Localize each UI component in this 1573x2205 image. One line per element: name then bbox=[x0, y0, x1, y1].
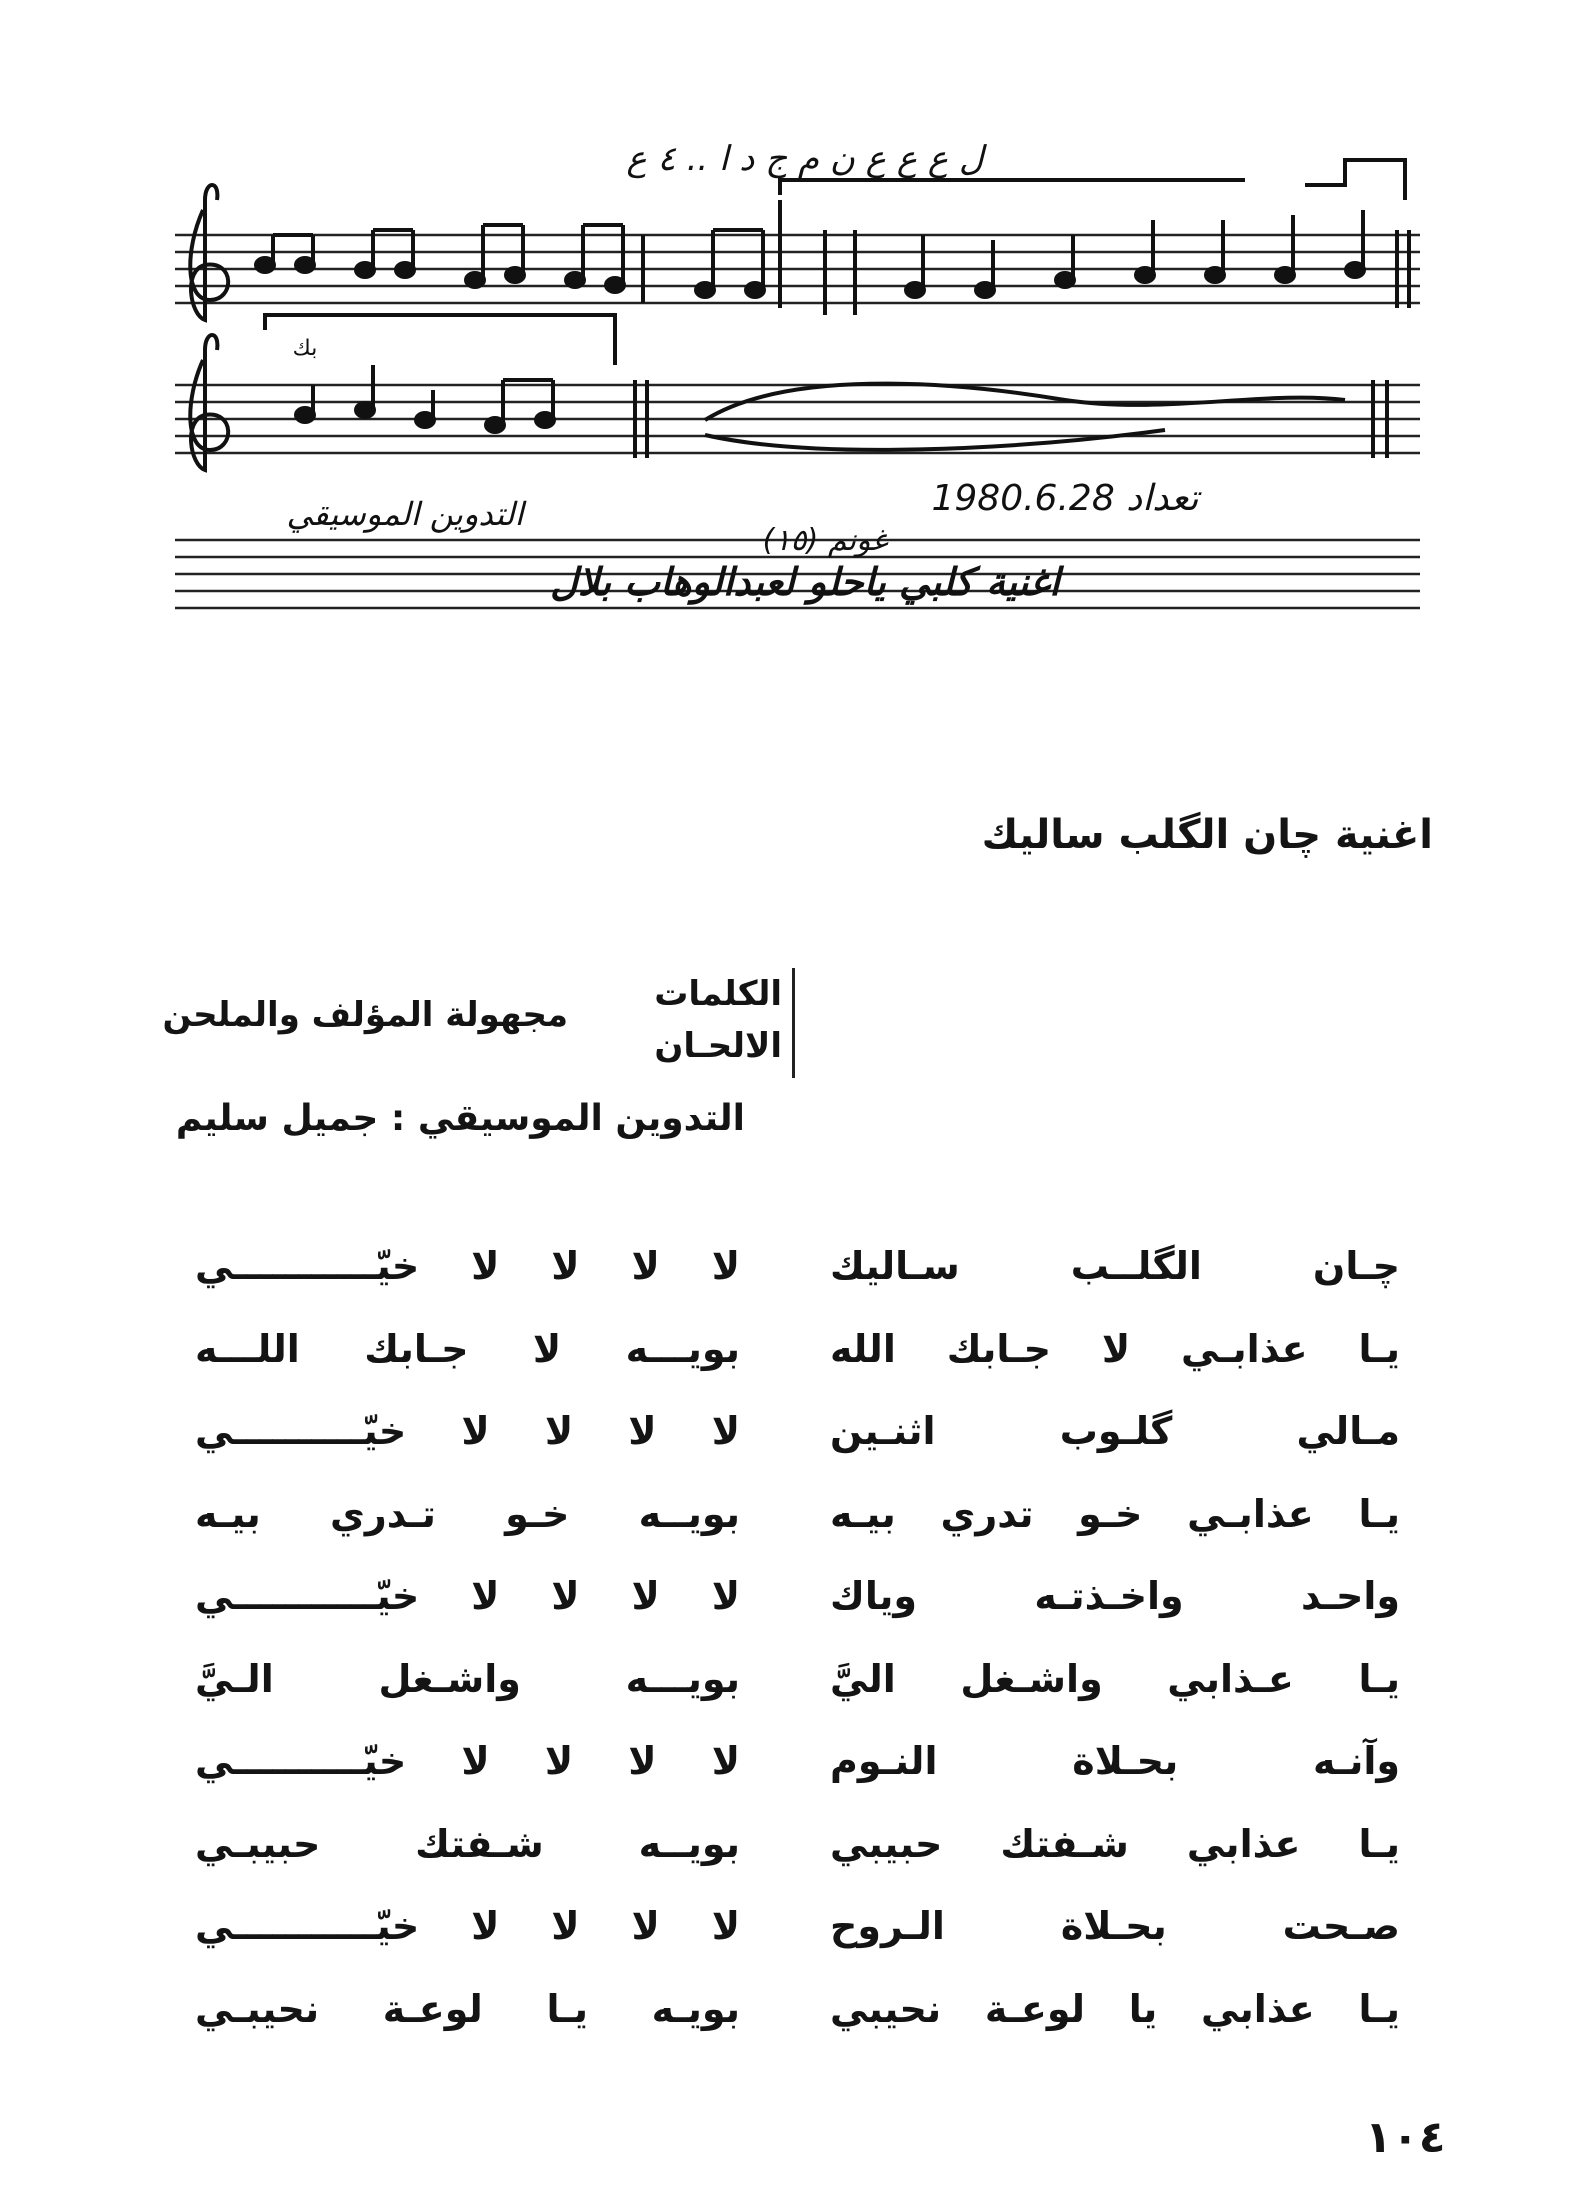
credit-value: مجهولة المؤلف والملحن bbox=[162, 995, 568, 1035]
refrain-line: بويــه خـو تـدري بيـه bbox=[195, 1491, 740, 1536]
score-notation-note: التدوين الموسيقي bbox=[286, 495, 524, 533]
page-number: ١٠٤ bbox=[1365, 2112, 1446, 2163]
lyric-line: واحـد واخـذتـه وياك bbox=[830, 1574, 1400, 1618]
score-song-caption: اغنية كلبي ياحلو لعبدالوهاب بلال bbox=[550, 560, 1060, 604]
handwritten-score bbox=[165, 140, 1435, 640]
song-title: اغنية چان الگلب ساليك bbox=[981, 812, 1433, 858]
lyric-line: يـا عذابي شـفتك حبيبي bbox=[830, 1821, 1400, 1866]
lyric-line: وآنـه بحـلاة النـوم bbox=[830, 1739, 1400, 1783]
lyric-line: يـا عـذابي واشـغل اليَّ bbox=[830, 1656, 1400, 1701]
refrain-line: بويــه شـفتك حبيبـي bbox=[195, 1821, 740, 1866]
lyrics-credit-label: الكلمات bbox=[654, 974, 782, 1014]
refrain-line: لا لا لا لا خيّــــــــــي bbox=[195, 1409, 740, 1453]
lyric-line: يـا عذابـي لا جـابك الله bbox=[830, 1326, 1400, 1371]
melody-credit-label: الالحـان bbox=[654, 1026, 782, 1066]
lyrics-column-left bbox=[195, 1225, 740, 2050]
lyric-line: صـحت بحـلاة الـروح bbox=[830, 1904, 1400, 1948]
lyrics-column-right bbox=[830, 1225, 1400, 2050]
notation-credit: التدوين الموسيقي : جميل سليم bbox=[175, 1098, 745, 1139]
refrain-line: لا لا لا لا خيّــــــــــي bbox=[195, 1739, 740, 1783]
refrain-line: بويـه يـا لوعـة نحيبـي bbox=[195, 1986, 740, 2031]
score-tempo-mark: بك bbox=[292, 336, 318, 361]
refrain-line: لا لا لا لا خيّـــــــــــي bbox=[195, 1574, 740, 1618]
lyric-line: يـا عذابي يا لوعـة نحيبي bbox=[830, 1986, 1400, 2031]
section-brackets bbox=[265, 160, 1405, 365]
score-date: تعداد 1980.6.28 bbox=[931, 478, 1199, 519]
score-syllables: ل ع ع ع ن م ج د ا .. ٤ ع bbox=[626, 140, 984, 179]
lyric-line: چـان الگلــب سـاليك bbox=[830, 1244, 1400, 1288]
refrain-line: بويـــه واشـغل الـيَّ bbox=[195, 1656, 740, 1701]
refrain-line: لا لا لا لا خيّـــــــــــي bbox=[195, 1904, 740, 1948]
refrain-line: بويـــه لا جـابك اللـــه bbox=[195, 1326, 740, 1371]
lyric-line: يـا عذابـي خـو تدري بيـه bbox=[830, 1491, 1400, 1536]
refrain-line: لا لا لا لا خيّـــــــــــي bbox=[195, 1244, 740, 1288]
treble-clef-icon bbox=[190, 185, 228, 470]
staff-2 bbox=[175, 385, 1420, 453]
notes-staff-1 bbox=[256, 210, 1364, 315]
credit-labels bbox=[654, 968, 795, 1078]
score-number: غونم (١٥) bbox=[762, 523, 888, 558]
lyric-line: مـالي گلـوب اثنـين bbox=[830, 1409, 1400, 1453]
